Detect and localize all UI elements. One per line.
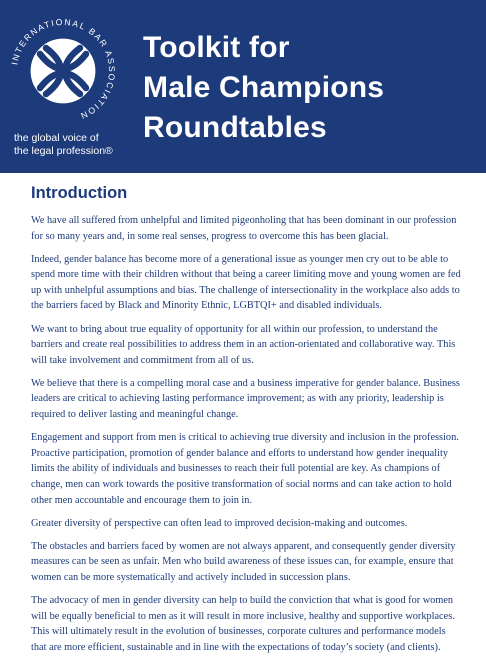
iba-globe-logo-icon [4, 12, 122, 130]
paragraph-6: Greater diversity of perspective can often lead to improved decision-making and outcomes. [31, 517, 408, 529]
title-line-3: Roundtables [143, 111, 327, 144]
title-line-2: Male Champions [143, 71, 385, 104]
tagline-line-1: the global voice of [14, 132, 99, 144]
main-content [31, 184, 463, 663]
logo-ring-text: INTERNATIONAL BAR ASSOCIATION [9, 16, 118, 122]
section-heading: Introduction [31, 184, 128, 202]
paragraph-5: Engagement and support from men is critical to achieving true diversity and inclusion in the profession. Proactive participation, promotion of gender balance and efforts to understand how gender inequality limits the ability of individuals and businesses to reach their full potential are key. As champions of change, men can work towards the positive transformation of social norms and can take action to hold other men accountable and encourage them to join in. [31, 432, 459, 506]
paragraph-3: We want to bring about true equality of opportunity for all within our profession, to understand the barriers and create real possibilities to address them in an action-orientated and collaborative way. This will take involvement and commitment from all of us. [31, 323, 456, 366]
paragraph-8: The advocacy of men in gender diversity can help to build the conviction that what is good for women will be equally beneficial to men as it will result in more inclusive, healthy and supportive workplaces. This will ultimately result in the evolution of businesses, corporate cultures and performance models that are more efficient, sustainable and in line with the expectations of today’s society (and clients). [31, 594, 455, 653]
tagline-line-2: the legal profession® [14, 144, 113, 157]
page-title [143, 28, 473, 148]
title-line-1: Toolkit for [143, 31, 290, 64]
paragraph-7: The obstacles and barriers faced by women are not always apparent, and consequently gender diversity measures can be seen as unfair. Men who build awareness of these issues can, for example, ensure that women can be more systematically and actively included in succession plans. [31, 540, 456, 583]
tagline [14, 132, 144, 157]
paragraph-4: We believe that there is a compelling moral case and a business imperative for gender balance. Business leaders are critical to achieving lasting performance improvement; as with any priority, leadership is required to deliver lasting and meaningful change. [31, 377, 460, 421]
paragraph-1: We have all suffered from unhelpful and limited pigeonholing that has been dominant in our profession for so many years and, in some real senses, progress to overcome this has been glacial. [31, 215, 457, 242]
paragraph-2: Indeed, gender balance has become more of a generational issue as younger men cry out to be able to spend more time with their children without that being a career limiting move and young women are fed up with unhelpful assumptions and bias. The challenge of intersectionality in the workplace also adds to the barriers faced by Black and Minority Ethnic, LGBTQI+ and disabled individuals. [31, 253, 461, 312]
header-banner [0, 0, 486, 173]
